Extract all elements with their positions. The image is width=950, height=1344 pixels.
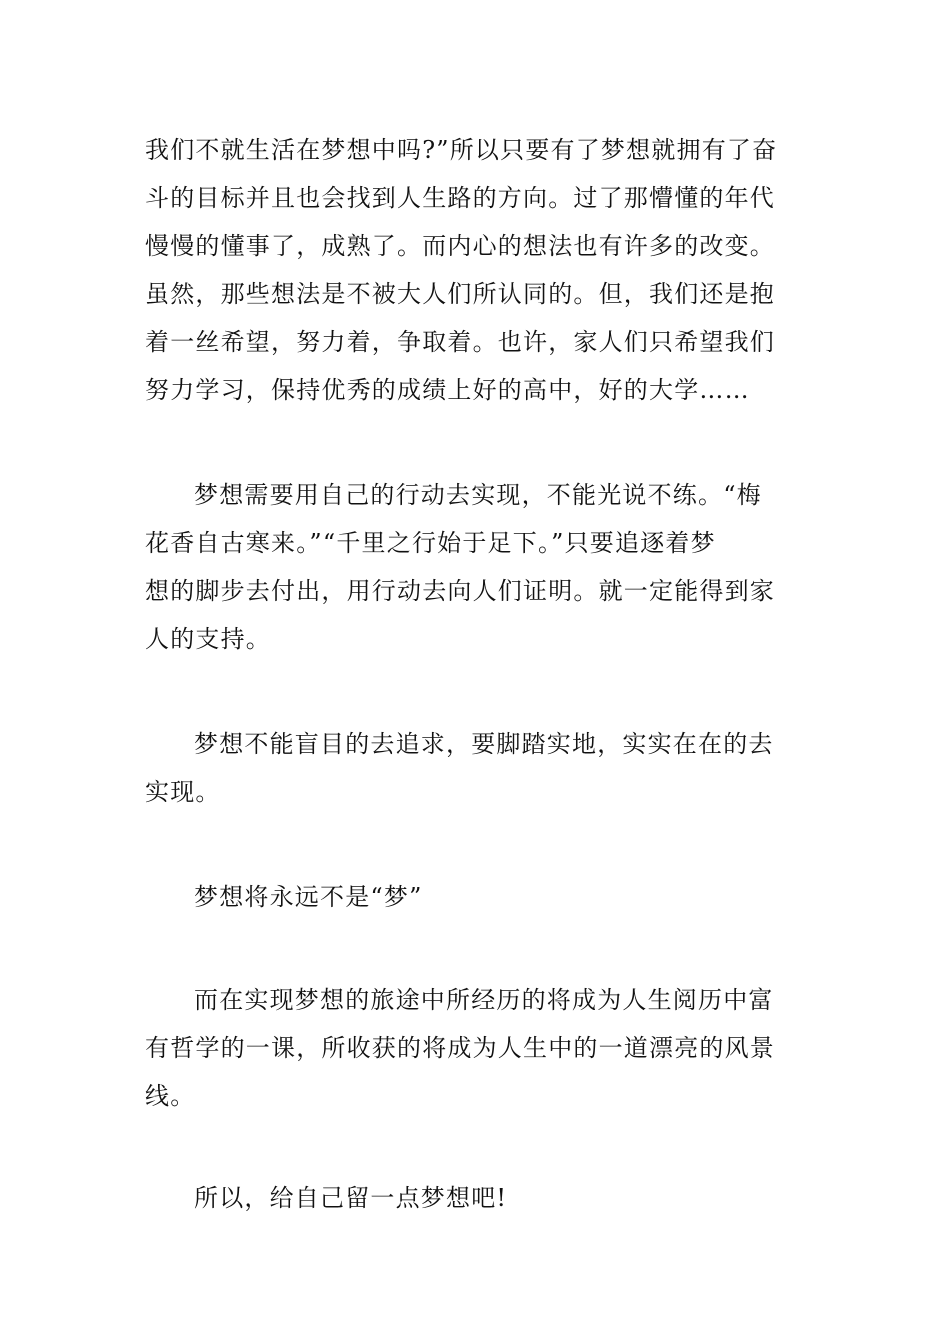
paragraph-3-line-1: 梦想不能盲目的去追求，要脚踏实地，实实在在的去 — [194, 730, 774, 758]
paragraph-1-line-1: 我们不就生活在梦想中吗?”所以只要有了梦想就拥有了奋 — [145, 136, 778, 164]
paragraph-3-line-2: 实现。 — [145, 778, 221, 806]
paragraph-1-line-5: 着一丝希望，努力着，争取着。也许，家人们只希望我们 — [145, 328, 775, 356]
paragraph-6-line-1: 所以，给自己留一点梦想吧! — [194, 1184, 508, 1212]
paragraph-5-line-2: 有哲学的一课，所收获的将成为人生中的一道漂亮的风景 — [145, 1034, 775, 1062]
paragraph-1-line-2: 斗的目标并且也会找到人生路的方向。过了那懵懂的年代 — [145, 184, 775, 212]
paragraph-5-line-3: 线。 — [145, 1082, 196, 1110]
paragraph-1-line-3: 慢慢的懂事了，成熟了。而内心的想法也有许多的改变。 — [145, 232, 775, 260]
paragraph-1-line-6: 努力学习，保持优秀的成绩上好的高中，好的大学…… — [145, 376, 750, 404]
paragraph-2-line-4: 人的支持。 — [145, 625, 271, 653]
paragraph-1-line-4: 虽然，那些想法是不被大人们所认同的。但，我们还是抱 — [145, 280, 775, 308]
paragraph-2-line-2: 花香自古寒来。”“千里之行始于足下。”只要追逐着梦 — [145, 529, 716, 557]
paragraph-5-line-1: 而在实现梦想的旅途中所经历的将成为人生阅历中富 — [194, 986, 774, 1014]
paragraph-2-line-3: 想的脚步去付出，用行动去向人们证明。就一定能得到家 — [145, 577, 775, 605]
paragraph-2-line-1: 梦想需要用自己的行动去实现，不能光说不练。“梅 — [194, 481, 762, 509]
paragraph-4-line-1: 梦想将永远不是“梦” — [194, 883, 423, 911]
